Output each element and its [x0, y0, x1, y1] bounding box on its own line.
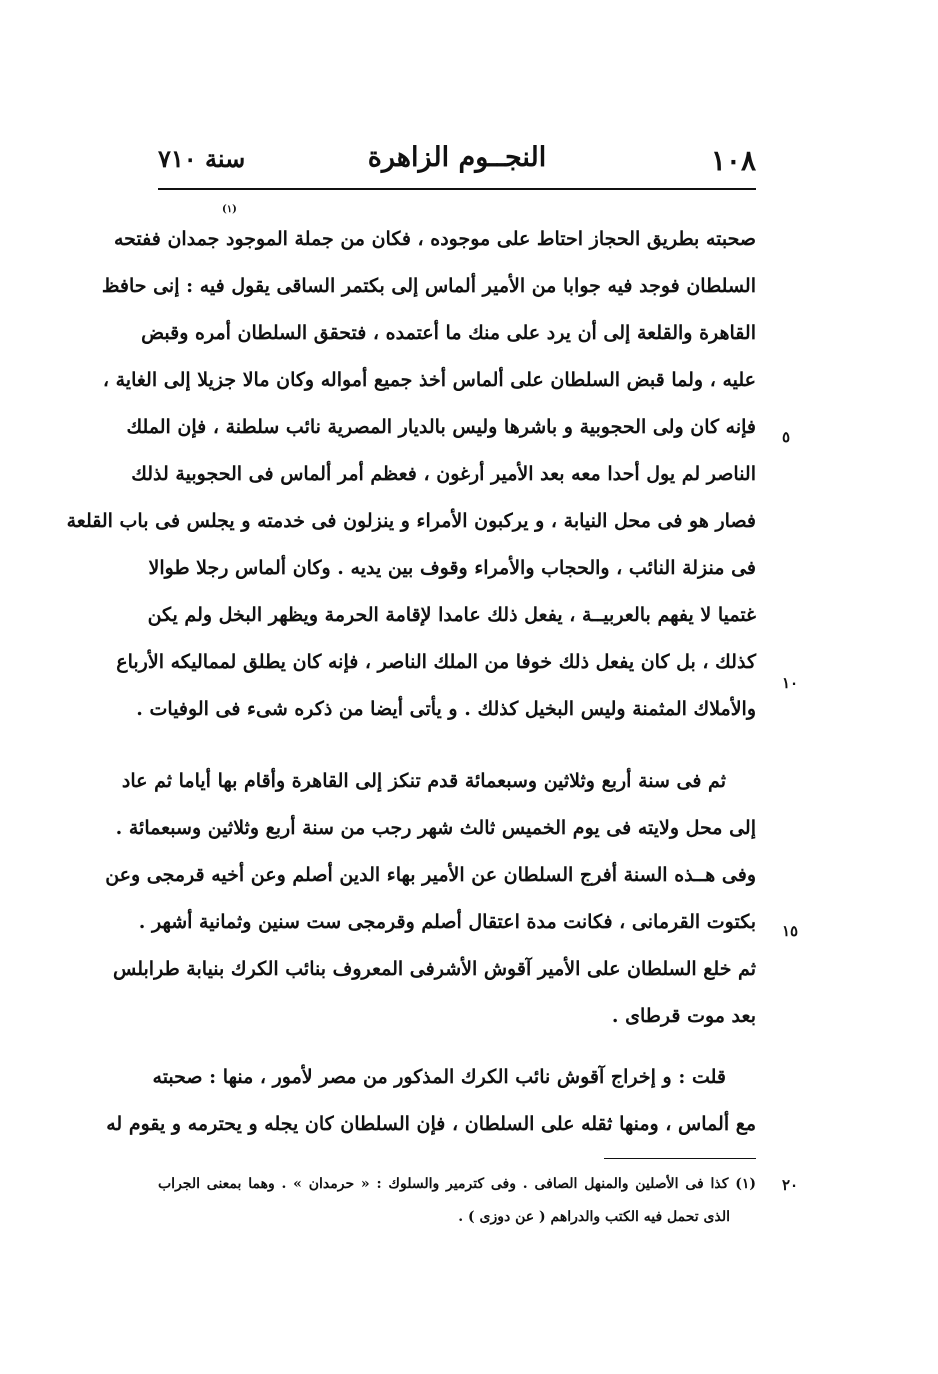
text-line: ثم خلع السلطان على الأمير آقوش الأشرفى المعروف بنائب الكرك بنيابة طرابلس — [113, 958, 756, 980]
header-rule — [158, 188, 756, 190]
text-line: والأملاك المثمنة وليس البخيل كذلك . و يأتى أيضا من ذكره شىء فى الوفيات . — [136, 698, 756, 720]
text-line: القاهرة والقلعة إلى أن يرد على منك ما أعتمده ، فتحقق السلطان أمره وقبض — [141, 322, 756, 344]
text-line: مع ألماس ، ومنها ثقله على السلطان ، فإن السلطان كان يجله و يحترمه و يقوم له — [106, 1113, 756, 1135]
text-line: غتميا لا يفهم بالعربيــة ، يفعل ذلك عامدا لإقامة الحرمة ويظهر البخل ولم يكن — [147, 604, 756, 626]
text-line: بعد موت قرطاى . — [611, 1005, 756, 1027]
text-line: فى منزلة النائب ، والحجاب والأمراء وقوف بين يديه . وكان ألماس رجلا طوالا — [148, 557, 756, 579]
page-number: ١٠٨ — [710, 144, 756, 177]
footnote-line: (١) كذا فى الأصلين والمنهل الصافى . وفى كترمير والسلوك : « حرمدان » . وهما بمعنى الجراب — [158, 1176, 756, 1192]
text-line: ثم فى سنة أربع وثلاثين وسبعمائة قدم تنكز إلى القاهرة وأقام بها أياما ثم عاد — [121, 770, 726, 792]
footnotes — [158, 1168, 756, 1234]
paragraph-2 — [105, 758, 756, 1040]
text-line: قلت : و إخراج آقوش نائب الكرك المذكور من مصر لأمور ، منها : صحبته — [152, 1066, 726, 1088]
line-number: ٢٠ — [782, 1176, 799, 1194]
line-number: ٥ — [782, 428, 791, 446]
text-line: عليه ، ولما قبض السلطان على ألماس أخذ جميع أمواله وكان مالا جزيلا إلى الغاية ، — [102, 369, 756, 391]
text-line: السلطان فوجد فيه جوابا من الأمير ألماس إلى بكتمر الساقى يقول فيه : إنى حافظ — [101, 275, 756, 297]
footnote-rule — [604, 1158, 756, 1159]
footnote-line: الذى تحمل فيه الكتب والدراهم ( عن دوزى ) . — [458, 1209, 730, 1225]
year-label: سنة ٧١٠ — [158, 144, 246, 173]
text-line: صحبته بطريق الحجاز احتاط على موجوده ، فكان من جملة الموجود جمدان ففتحه — [113, 228, 756, 250]
text-line: كذلك ، بل كان يفعل ذلك خوفا من الملك الناصر ، فإنه كان يطلق لمماليكه الأرباع — [116, 651, 756, 673]
book-title: النجــوم الزاهرة — [367, 142, 547, 173]
running-header — [158, 140, 756, 186]
footnote-marker: (١) — [222, 204, 237, 215]
paragraph-1 — [66, 216, 756, 733]
text-line: فصار هو فى محل النيابة ، و يركبون الأمراء و ينزلون فى خدمته و يجلس فى باب القلعة — [66, 510, 756, 532]
text-line: بكتوت القرمانى ، فكانت مدة اعتقال أصلم وقرمجى ست سنين وثمانية أشهر . — [138, 911, 756, 933]
line-number: ١٠ — [782, 674, 799, 692]
text-line: إلى محل ولايته فى يوم الخميس ثالث شهر رجب من سنة أربع وثلاثين وسبعمائة . — [115, 817, 756, 839]
text-line: وفى هــذه السنة أفرج السلطان عن الأمير بهاء الدين أصلم وعن أخيه قرمجى وعن — [105, 864, 756, 886]
line-number: ١٥ — [782, 922, 799, 940]
paragraph-3 — [106, 1054, 756, 1148]
text-line: الناصر لم يول أحدا معه بعد الأمير أرغون ، فعظم أمر ألماس فى الحجوبية لذلك — [131, 463, 756, 485]
text-line: فإنه كان ولى الحجوبية و باشرها وليس بالديار المصرية نائب سلطنة ، فإن الملك — [126, 416, 756, 438]
